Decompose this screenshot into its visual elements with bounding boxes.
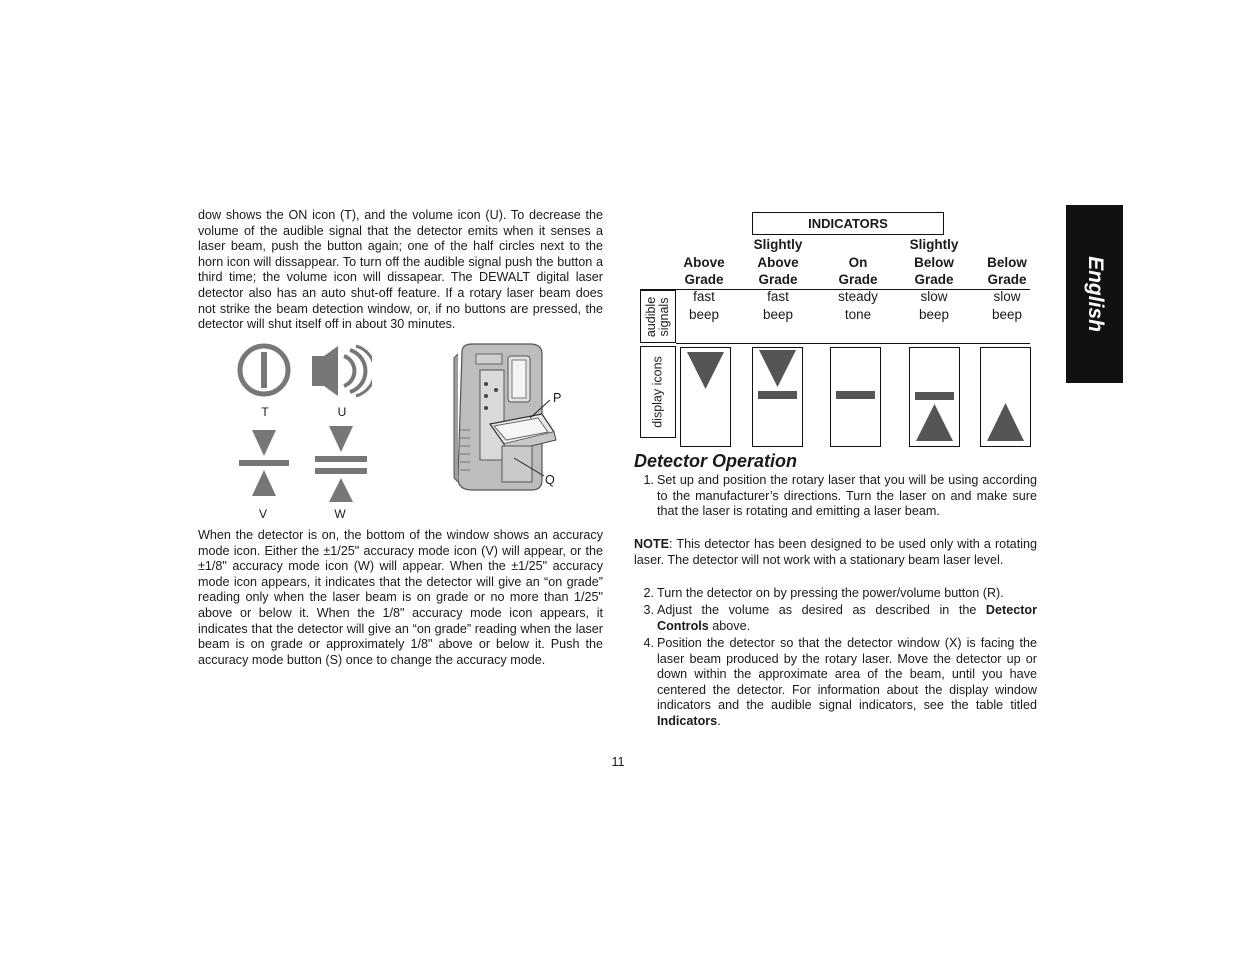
column-header-above-grade: Above Grade: [683, 254, 725, 287]
column-header-slightly-above-grade: Slightly Above Grade: [753, 237, 803, 287]
accuracy-1-25-icon: [238, 428, 290, 498]
column-header-slightly-below-grade: Slightly Below Grade: [909, 237, 959, 287]
signal-slightly-above-grade: fast beep: [762, 289, 794, 322]
icon-label-u: U: [337, 405, 347, 419]
figure-label-p: P: [553, 391, 562, 405]
language-tab: [1066, 205, 1123, 383]
note-label: NOTE: [634, 537, 669, 551]
step-2-text: Turn the detector on by pressing the power/volume button (R).: [657, 586, 1004, 600]
icon-label-w: W: [334, 507, 346, 521]
display-bar-arrow-up-icon: [909, 347, 961, 448]
indicators-title: INDICATORS: [752, 212, 944, 235]
display-arrow-up-icon: [980, 347, 1032, 448]
step-3-number: 3.: [643, 603, 654, 617]
signal-below-grade: slow beep: [991, 289, 1023, 322]
column-header-on-grade: On Grade: [838, 254, 878, 287]
step-1-text: Set up and position the rotary laser that you will be using according to the manufacturer’s directions. Turn the laser on and make sure that the laser is rotating and emitting a laser beam.: [657, 473, 1037, 519]
volume-horn-icon: [308, 344, 372, 398]
note-paragraph: [634, 537, 1037, 568]
step-2-number: 2.: [643, 586, 654, 600]
step-1-number: 1.: [643, 473, 654, 487]
accuracy-1-8-icon: [314, 424, 368, 504]
display-arrow-down-icon: [680, 347, 732, 448]
row-label-display-icons: display icons: [640, 346, 676, 438]
signal-slightly-below-grade: slow beep: [918, 289, 950, 322]
icon-label-v: V: [258, 507, 267, 521]
table-rule-middle: [676, 343, 1030, 344]
accuracy-mode-paragraph: When the detector is on, the bottom of the window shows an accuracy mode icon. Either the ±1/25" accuracy mode icon (V) will appear, or the ±1/8" accuracy mode icon (W) will appear. When the ±1/25" accuracy mode icon appears, it indicates that the detector will give an “on grade” reading only when the laser beam is on grade or no more than 1/25" above or below it. When the 1/8" accuracy mode icon appears, it indicates that the detector will give an “on grade” reading when the laser beam is on grade or approximately 1/8" above or below it. Push the accuracy mode button (S) once to change the accuracy mode.: [198, 528, 603, 667]
step-4-number: 4.: [643, 636, 654, 650]
column-header-below-grade: Below Grade: [987, 254, 1027, 287]
intro-paragraph: dow shows the ON icon (T), and the volume icon (U). To decrease the volume of the audible signal that the detector emits when it senses a laser beam, push the button again; one of the half circles next to the horn icon will dissappear. To turn off the audible signal push the button a third time; the volume icon will dissapear. The DEWALT digital laser detector also has an auto shut-off feature. If a rotary laser beam does not strike the beam detection window, or, if no buttons are pressed, the detector will shut itself off in about 30 minutes.: [198, 208, 603, 332]
step-4-text: Position the detector so that the detector window (X) is facing the laser beam produced by the rotary laser. Move the detector up or down within the approximate area of the beam, until you have centered the detector. For information about the display window indicators and the audible signal indicators, see the table titled Indicators.: [657, 636, 1037, 728]
detector-operation-heading: Detector Operation: [634, 451, 798, 471]
step-3-text: Adjust the volume as desired as described in the Detector Controls above.: [657, 603, 1037, 633]
row-label-audible-signals: audible signals: [640, 290, 676, 343]
signal-on-grade: steady tone: [838, 289, 878, 322]
page-number: 11: [611, 755, 625, 769]
display-arrow-down-bar-icon: [752, 347, 804, 448]
icon-label-t: T: [261, 405, 269, 419]
note-text: : This detector has been designed to be used only with a rotating laser. The detector will not work with a stationary beam laser level.: [634, 537, 1037, 567]
display-bar-icon: [830, 347, 882, 448]
signal-above-grade: fast beep: [688, 289, 720, 322]
power-on-icon: [236, 342, 292, 398]
figure-label-q: Q: [545, 473, 555, 487]
language-tab-label: English: [1083, 256, 1107, 332]
